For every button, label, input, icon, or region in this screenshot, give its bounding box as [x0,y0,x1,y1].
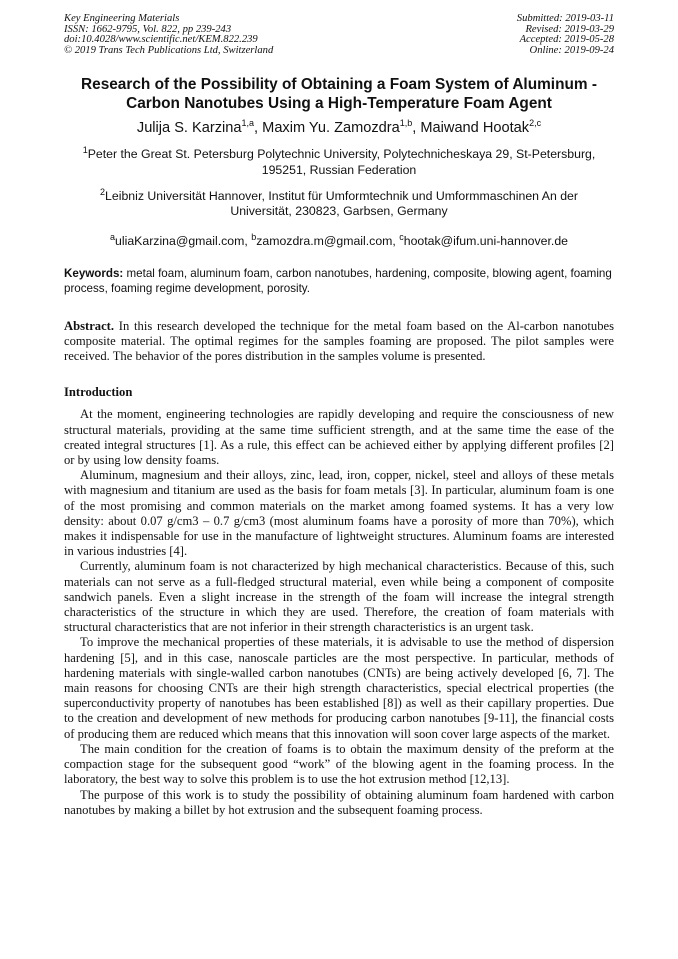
date-online: Online: 2019-09-24 [529,44,614,56]
keywords-label: Keywords: [64,267,124,281]
journal-doi: doi:10.4028/www.scientific.net/KEM.822.239 [64,34,258,46]
author-affil-sup: 1,a [241,118,255,129]
paragraph: To improve the mechanical properties of these materials, it is advisable to use the method of dispersion hardening [5], and in this case, nanoscale particles are the most perspective. In particular, methods of hardening materials with single-walled carbon nanotubes (CNTs) are being actively developed [6, 7]. The main reasons for choosing CNTs are their high strength characteristics, special electrical properties (the superconductivity property of nanotubes has been established [8]) as well as their capillary properties. Due to the creation and development of new methods for producing carbon nanotubes [9-11], the financial costs of producing them are reduced which means that this innovation will soon cover large aspects of the market. [64,635,614,741]
paragraph: The purpose of this work is to study the possibility of obtaining aluminum foam hardened with carbon nanotubes by making a billet by hot extrusion and the subsequent foaming process. [64,787,614,817]
paragraph: Aluminum, magnesium and their alloys, zinc, lead, iron, copper, nickel, steel and alloys of these metals with magnesium and titanium are used as the basis for foam metals [3]. In particular, aluminum foam is one of the most promising and common materials on the market among foamed systems. It has a very low density: about 0.07 g/cm3 – 0.7 g/cm3 (most aluminum foams have a porosity of more than 70%), which makes it indispensable for use in the manufacture of lightweight structures. Aluminum foams are interested in various industries [4]. [64,468,614,559]
journal-issn: ISSN: 1662-9795, Vol. 822, pp 239-243 [64,23,232,35]
paper-page [64,14,614,818]
affiliation-sup: 1 [82,145,88,156]
paragraph: Currently, aluminum foam is not characterized by high mechanical characteristics. Because of this, such materials can not serve as a full-fledged structural material, even while being a component of composite sandwich panels. Even a slight increase in the strength of the foam will increase the integral strength characteristics of the structure in which they are used. Therefore, the creation of foam materials with structural characteristics that are not inferior in their strength characteristics is an urgent task. [64,559,614,635]
affiliation-2 [64,186,614,220]
email-sup: c [399,231,404,242]
author-name: Julija S. Karzina [136,120,242,137]
date-revised: Revised: 2019-03-29 [525,23,614,35]
keywords-text: metal foam, aluminum foam, carbon nanotubes, hardening, composite, blowing agent, foaming process, foaming regime development, porosity. [64,267,612,295]
email-link[interactable]: hootak@ifum.uni-hannover.de [403,233,568,248]
email-link[interactable]: zamozdra.m@gmail.com [256,233,393,248]
email-separator: , [244,233,252,248]
author-affil-sup: 2,c [529,118,542,129]
author-name: Maxim Yu. Zamozdra [262,120,400,137]
email-sup: b [251,231,257,242]
journal-copyright: © 2019 Trans Tech Publications Ltd, Switzerland [64,44,274,56]
affiliation-text: Leibniz Universität Hannover, Institut für Umformtechnik und Umformmaschinen An der Universität, 230823, Garbsen, Germany [105,188,578,219]
email-separator: , [392,233,400,248]
date-accepted: Accepted: 2019-05-28 [519,34,614,46]
email-list [64,231,614,250]
paragraph: The main condition for the creation of foams is to obtain the maximum density of the preform at the compaction stage for the subsequent good “work” of the blowing agent in the foaming process. In the laboratory, the best way to solve this problem is to use the hot extrusion method [12,13]. [64,741,614,787]
introduction-heading: Introduction [64,385,133,400]
paragraph: At the moment, engineering technologies are rapidly developing and require the consciousness of new structural materials, providing at the same time sufficient strength, and at the same time the ease of the created integral structures [1]. As a rule, this effect can be achieved either by applying different profiles [2] or by using low density foams. [64,407,614,468]
author-list [64,119,614,137]
author-separator: , [254,120,263,137]
submission-dates [517,14,614,56]
affiliation-sup: 2 [100,186,106,197]
journal-header [64,14,614,56]
author-affil-sup: 1,b [399,118,413,129]
journal-info [64,14,273,56]
affiliation-1 [64,147,614,178]
author-separator: , [412,120,421,137]
date-submitted: Submitted: 2019-03-11 [516,13,614,24]
abstract-label: Abstract. [64,318,115,333]
keywords [64,267,614,296]
email-sup: a [110,231,116,242]
abstract-text: In this research developed the technique for the metal foam based on the Al-carbon nanotubes composite material. The optimal regimes for the samples foaming are proposed. The pilot samples were received. The behavior of the pores distribution in the samples volume is presented. [64,318,615,364]
introduction-body [64,407,614,817]
abstract [64,319,614,365]
author-name: Maiwand Hootak [420,120,530,137]
paper-title: Research of the Possibility of Obtaining a Foam System of Aluminum - Carbon Nanotubes Using a High-Temperature Foam Agent [81,76,597,113]
affiliation-text: Peter the Great St. Petersburg Polytechnic University, Polytechnicheskaya 29, St-Petersburg, 195251, Russian Federation [87,147,596,177]
journal-name: Key Engineering Materials [64,13,180,24]
email-link[interactable]: uliaKarzina@gmail.com [115,233,245,248]
